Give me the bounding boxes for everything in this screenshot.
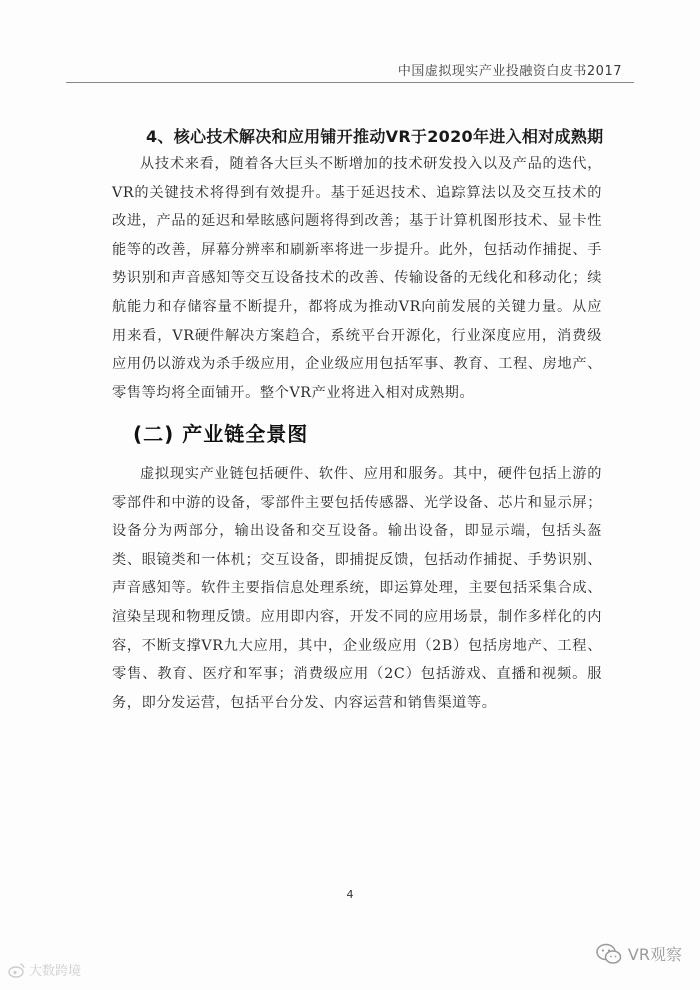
weibo-icon — [8, 962, 26, 978]
section-heading: 4、核心技术解决和应用铺开推动VR于2020年进入相对成熟期 — [146, 127, 604, 146]
watermark-right-text: VR观察 — [627, 945, 682, 964]
header-divider — [66, 82, 634, 83]
page-number: 4 — [346, 888, 354, 901]
wechat-icon — [596, 943, 622, 965]
header-title: 中国虚拟现实产业投融资白皮书2017 — [397, 64, 622, 79]
subsection-heading: (二) 产业链全景图 — [133, 422, 309, 446]
subsection-paragraph: 虚拟现实产业链包括硬件、软件、应用和服务。其中，硬件包括上游的零部件和中游的设备，零部件主要包括传感器、光学设备、芯片和显示屏；设备分为两部分，输出设备和交互设备。输出设备，即显示端，包括头盔类、眼镜类和一体机；交互设备，即捕捉反馈，包括动作捕捉、手势识别、声音感知等。软件主要指信息处理系统，即运算处理，主要包括采集合成、渲染呈现和物理反馈。应用即内容，开发不同的应用场景，制作多样化的内容，不断支撑VR九大应用，其中，企业级应用（2B）包括房地产、工程、零售、教育、医疗和军事；消费级应用（2C）包括游戏、直播和视频。服务，即分发运营，包括平台分发、内容运营和销售渠道等。 — [112, 466, 602, 711]
section-paragraph: 从技术来看，随着各大巨头不断增加的技术研发投入以及产品的迭代，VR的关键技术将得到有效提升。基于延迟技术、追踪算法以及交互技术的改进，产品的延迟和晕眩感问题将得到改善；基于计算机图形技术、显卡性能等的改善，屏幕分辨率和刷新率将进一步提升。此外，包括动作捕捉、手势识别和声音感知等交互设备技术的改善、传输设备的无线化和移动化；续航能力和存储容量不断提升，都将成为推动VR向前发展的关键力量。从应用来看，VR硬件解决方案趋合，系统平台开源化，行业深度应用，消费级应用仍以游戏为杀手级应用，企业级应用包括军事、教育、工程、房地产、零售等均将全面铺开。整个VR产业将进入相对成熟期。 — [112, 156, 602, 401]
watermark-left — [8, 960, 81, 979]
watermark-right — [596, 942, 682, 965]
watermark-left-text: 大数跨境 — [29, 964, 82, 979]
